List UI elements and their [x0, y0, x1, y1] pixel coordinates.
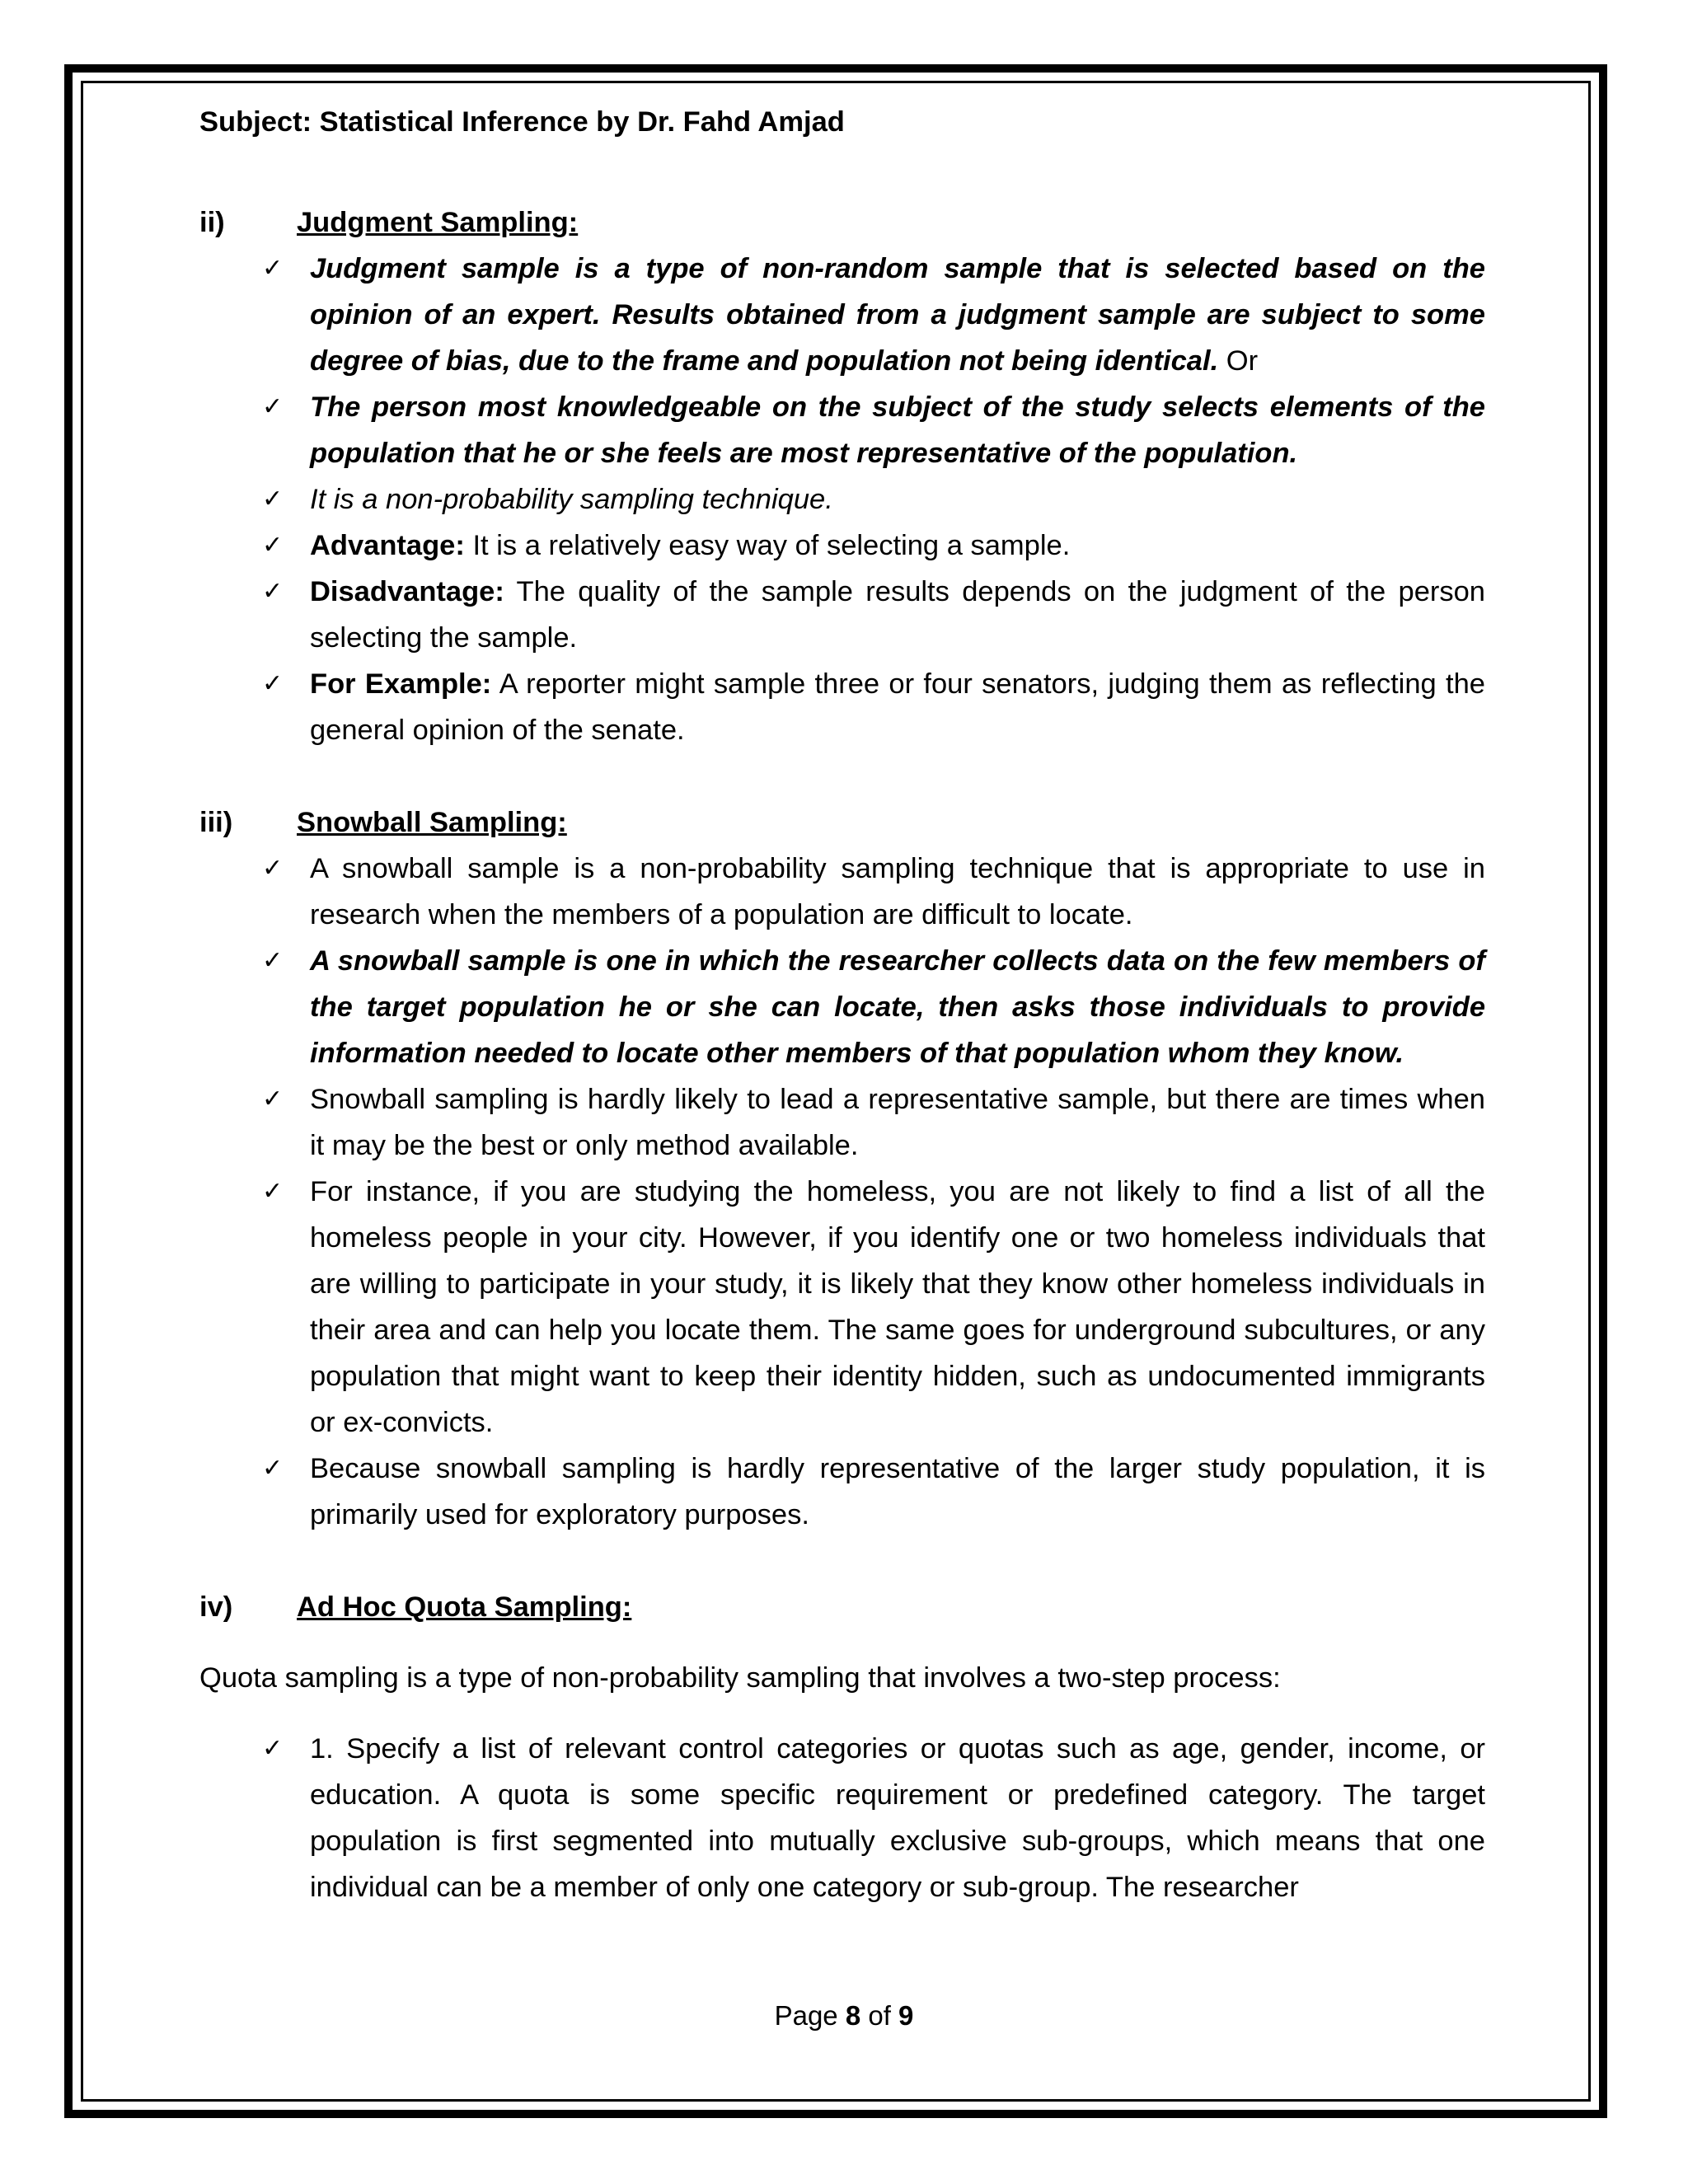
- bullet-list: [199, 246, 1485, 753]
- section-title: Judgment Sampling:: [297, 207, 579, 238]
- list-item: ✓ Because snowball sampling is hardly representative of the larger study population, it is primarily used for exploratory purposes.: [199, 1446, 1485, 1538]
- checkmark-icon: ✓: [262, 854, 284, 883]
- total-page-count: 9: [898, 2000, 914, 2031]
- list-item: ✓ 1. Specify a list of relevant control categories or quotas such as age, gender, income, or education. A quota is some specific requirement or predefined category. The target population is first segmented into mutually exclusive sub-groups, which means that one individual can be a member of only one category or sub-group. The researcher: [199, 1726, 1485, 1910]
- section-number: ii): [199, 207, 225, 238]
- checkmark-icon: ✓: [262, 1454, 284, 1483]
- list-item: ✓ Snowball sampling is hardly likely to lead a representative sample, but there are times when it may be the best or only method available.: [199, 1076, 1485, 1169]
- list-item: ✓ Judgment sample is a type of non-random sample that is selected based on the opinion of an expert. Results obtained from a judgment sample are subject to some degree of bias, due to the frame and population not being identical. Or: [199, 246, 1485, 384]
- page-content: [199, 99, 1485, 1957]
- checkmark-icon: ✓: [262, 669, 284, 698]
- checkmark-icon: ✓: [262, 485, 284, 513]
- bullet-list: [199, 846, 1485, 1538]
- checkmark-icon: ✓: [262, 392, 284, 421]
- section-title: Snowball Sampling:: [297, 807, 567, 838]
- section-title: Ad Hoc Quota Sampling:: [297, 1591, 632, 1623]
- list-item: ✓ Disadvantage: The quality of the sample results depends on the judgment of the person selecting the sample.: [199, 569, 1485, 661]
- checkmark-icon: ✓: [262, 254, 284, 283]
- list-item: ✓ For instance, if you are studying the homeless, you are not likely to find a list of all the homeless people in your city. However, if you identify one or two homeless individuals that are willing to participate in your study, it is likely that they know other homeless individuals in their area and can help you locate them. The same goes for underground subcultures, or any population that might want to keep their identity hidden, such as undocumented immigrants or ex-convicts.: [199, 1169, 1485, 1446]
- list-item: ✓ A snowball sample is one in which the researcher collects data on the few members of the target population he or she can locate, then asks those individuals to provide information needed to locate other members of that population whom they know.: [199, 938, 1485, 1076]
- list-item: ✓ For Example: A reporter might sample three or four senators, judging them as reflecting the general opinion of the senate.: [199, 661, 1485, 753]
- checkmark-icon: ✓: [262, 1085, 284, 1113]
- list-item: ✓ The person most knowledgeable on the subject of the study selects elements of the population that he or she feels are most representative of the population.: [199, 384, 1485, 476]
- list-item: ✓ It is a non-probability sampling technique.: [199, 476, 1485, 523]
- bullet-list: [199, 1726, 1485, 1910]
- section-judgment-sampling: [199, 199, 1485, 753]
- checkmark-icon: ✓: [262, 946, 284, 975]
- section-number: iii): [199, 807, 233, 838]
- list-item: ✓ Advantage: It is a relatively easy way of selecting a sample.: [199, 523, 1485, 569]
- current-page-number: 8: [845, 2000, 861, 2031]
- checkmark-icon: ✓: [262, 1734, 284, 1763]
- page-header: Subject: Statistical Inference by Dr. Fahd Amjad: [199, 106, 845, 138]
- section-snowball-sampling: [199, 799, 1485, 1538]
- checkmark-icon: ✓: [262, 531, 284, 560]
- section-intro: Quota sampling is a type of non-probability sampling that involves a two-step process:: [199, 1662, 1281, 1694]
- list-item: ✓ A snowball sample is a non-probability sampling technique that is appropriate to use in research when the members of a population are difficult to locate.: [199, 846, 1485, 938]
- page-footer: Page 8 of 9: [774, 2000, 914, 2031]
- checkmark-icon: ✓: [262, 1177, 284, 1206]
- checkmark-icon: ✓: [262, 577, 284, 606]
- section-number: iv): [199, 1591, 233, 1623]
- section-ad-hoc-quota-sampling: [199, 1584, 1485, 1910]
